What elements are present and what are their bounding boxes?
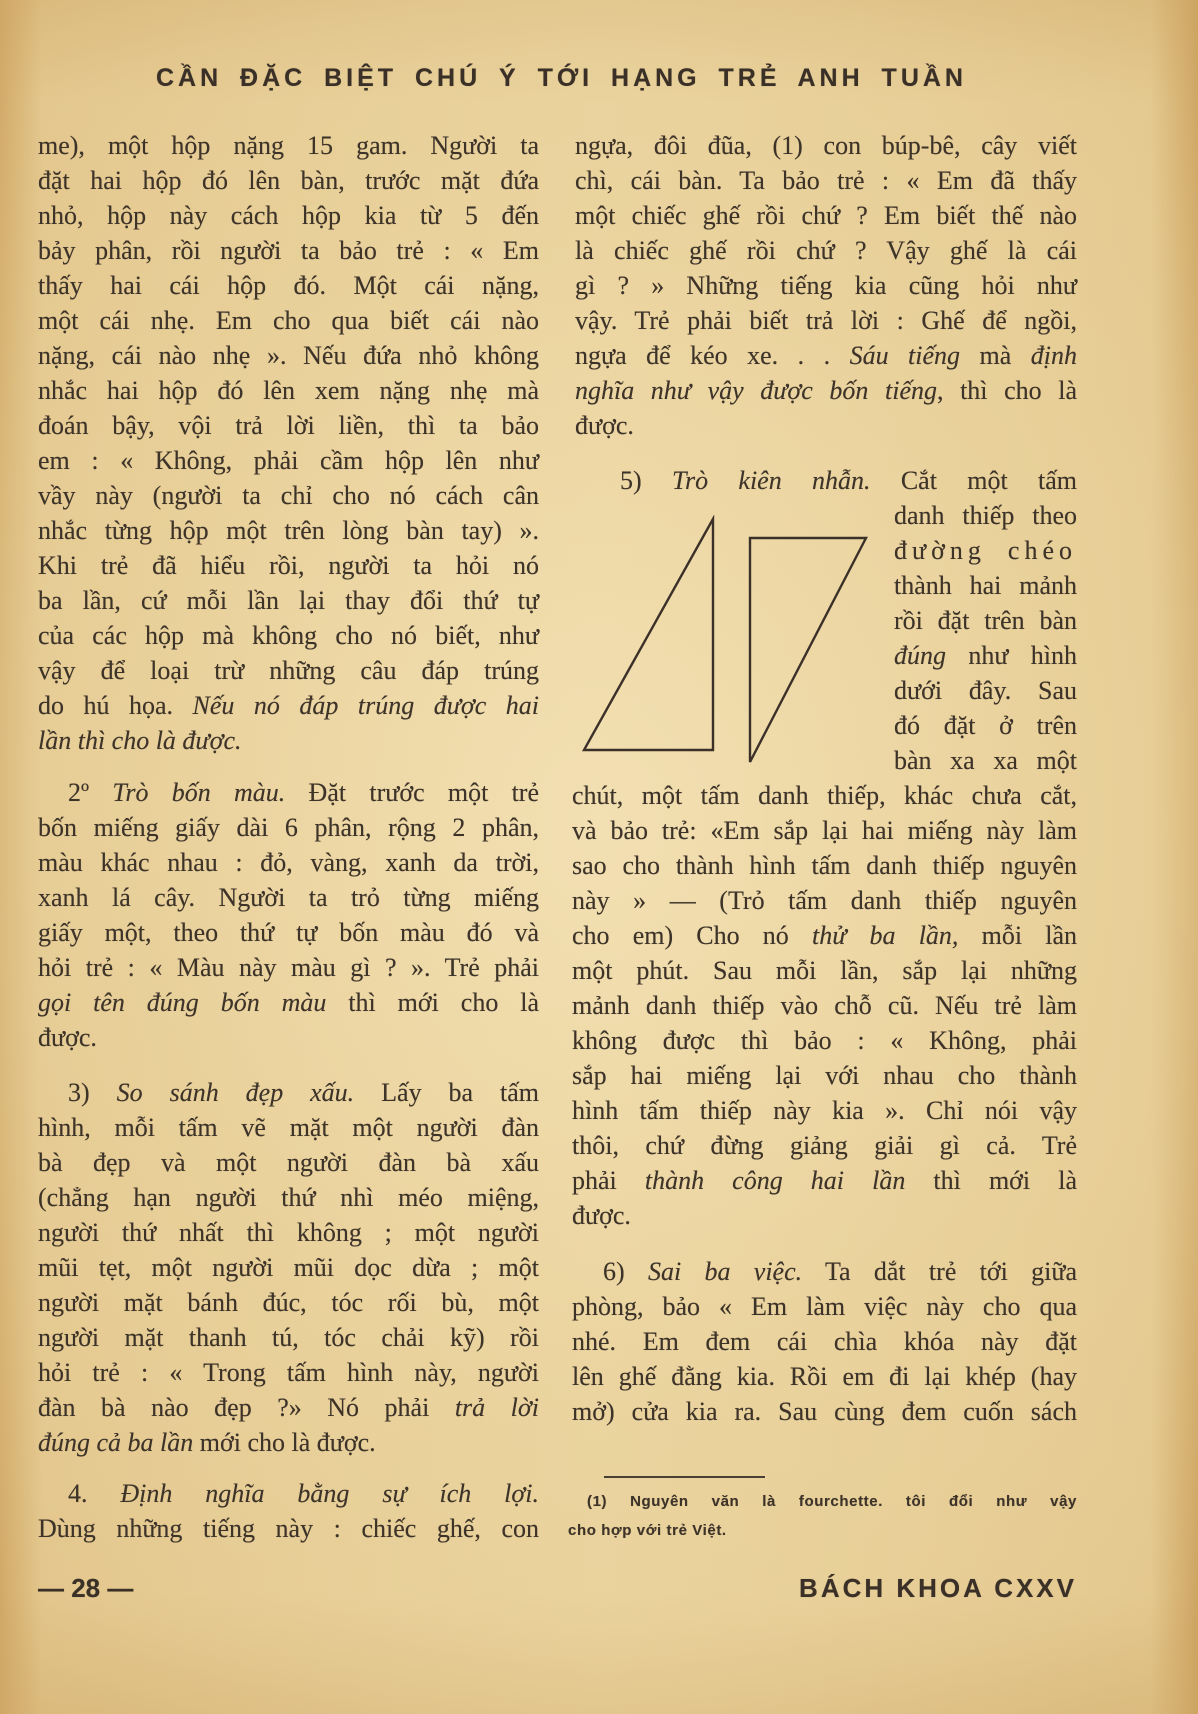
text-run: hình tấm thiếp này kia ». Chỉ nói vậy	[572, 1096, 1077, 1125]
italic-text-run: So sánh đẹp xấu.	[116, 1078, 355, 1107]
text-run: mở) cửa kia ra. Sau cùng đem cuốn sách	[572, 1397, 1077, 1426]
text-run: hình, mỗi tấm vẽ mặt một người đàn	[38, 1113, 539, 1142]
text-line	[572, 1359, 1077, 1394]
text-run: được.	[575, 411, 634, 440]
text-run: cho em) Cho nó	[572, 921, 812, 950]
text-line	[38, 810, 539, 845]
text-run: là chiếc ghế rồi chứ ? Vậy ghế là cái	[575, 236, 1077, 265]
text-line	[572, 1058, 1077, 1093]
text-run: cho hợp với trẻ Việt.	[568, 1522, 727, 1539]
text-line	[38, 1425, 539, 1460]
text-line	[38, 915, 539, 950]
text-run: sắp hai miếng lại với nhau cho thành	[572, 1061, 1077, 1090]
text-run: 3)	[68, 1078, 117, 1107]
text-line	[38, 618, 539, 653]
text-run: mới cho là được.	[193, 1428, 376, 1457]
text-run: Ta dắt trẻ tới giữa	[802, 1257, 1077, 1286]
text-run: mảnh danh thiếp vào chỗ cũ. Nếu trẻ làm	[572, 991, 1077, 1020]
text-line	[572, 778, 1077, 813]
italic-text-run: gọi tên đúng bốn màu	[38, 988, 327, 1017]
text-run: bà đẹp và một người đàn bà xấu	[38, 1148, 539, 1177]
text-run: 5)	[620, 466, 672, 495]
left-column-paragraph-definition	[38, 1476, 539, 1546]
text-line	[575, 408, 1077, 443]
text-line	[38, 443, 539, 478]
text-line	[38, 338, 539, 373]
text-line	[38, 653, 539, 688]
left-column-paragraph-beauty-comparison	[38, 1075, 539, 1460]
footnote	[568, 1487, 1077, 1545]
text-line	[572, 1128, 1077, 1163]
text-run: 6)	[603, 1257, 648, 1286]
text-line	[572, 1254, 1077, 1289]
text-run: nhắc hai hộp đó lên xem nặng nhẹ mà	[38, 376, 539, 405]
text-line	[572, 1093, 1077, 1128]
text-run: như hình	[946, 641, 1077, 670]
text-line	[38, 198, 539, 233]
text-run: Lấy ba tấm	[354, 1078, 539, 1107]
italic-text-run: thành công hai lần	[644, 1166, 906, 1195]
text-run: nhắc từng hộp một trên lòng bàn tay) ».	[38, 516, 539, 545]
triangle-left	[584, 519, 713, 750]
text-line	[572, 988, 1077, 1023]
text-line	[38, 1250, 539, 1285]
text-line	[38, 548, 539, 583]
left-column-paragraph-weight-test	[38, 128, 539, 758]
text-line	[572, 953, 1077, 988]
text-run: màu khác nhau : đỏ, vàng, xanh da trời,	[38, 848, 539, 877]
text-line	[38, 268, 539, 303]
italic-text-run: trả lời	[454, 1393, 539, 1422]
torn-card-figure	[576, 505, 876, 770]
text-line	[38, 163, 539, 198]
text-run: ba lần, cứ mỗi lần lại thay đổi thứ tự	[38, 586, 539, 615]
text-run: nặng, cái nào nhẹ ». Nếu đứa nhỏ không	[38, 341, 539, 370]
text-run: thấy hai cái hộp đó. Một cái nặng,	[38, 271, 539, 300]
text-run: Dùng những tiếng này : chiếc ghế, con	[38, 1514, 539, 1543]
text-line	[894, 603, 1077, 638]
text-line	[38, 723, 539, 758]
text-run: thì mới là	[905, 1166, 1077, 1195]
text-run: ngựa, đôi đũa, (1) con búp-bê, cây viết	[575, 131, 1077, 160]
text-line	[38, 950, 539, 985]
text-line	[575, 198, 1077, 233]
text-line	[894, 708, 1077, 743]
text-line	[572, 1163, 1077, 1198]
text-run: thôi, chứ đừng giảng giải gì cả. Trẻ	[572, 1131, 1077, 1160]
text-line	[38, 1476, 539, 1511]
text-line	[572, 1289, 1077, 1324]
right-column-paragraph-definition-cont	[575, 128, 1077, 443]
text-line	[572, 1198, 1077, 1233]
text-line	[38, 1145, 539, 1180]
text-run: được.	[572, 1201, 631, 1230]
text-line	[894, 568, 1077, 603]
text-run: vậy để loại trừ những câu đáp trúng	[38, 656, 539, 685]
text-run: nhé. Em đem cái chìa khóa này đặt	[572, 1327, 1077, 1356]
text-run: thì mới cho là	[326, 988, 539, 1017]
text-line	[575, 373, 1077, 408]
text-run: chì, cái bàn. Ta bảo trẻ : « Em đã thấy	[575, 166, 1077, 195]
text-line	[38, 478, 539, 513]
italic-text-run: Nếu nó đáp trúng được hai	[192, 691, 540, 720]
italic-text-run: lần thì cho là được.	[38, 726, 242, 755]
text-line	[38, 688, 539, 723]
text-run: một chiếc ghế rồi chứ ? Em biết thế nào	[575, 201, 1077, 230]
footnote-divider	[604, 1476, 765, 1478]
text-line	[38, 233, 539, 268]
text-run: gì ? » Những tiếng kia cũng hỏi như	[575, 271, 1077, 300]
text-line	[38, 1180, 539, 1215]
right-column-paragraph-three-tasks	[572, 1254, 1077, 1429]
text-line	[572, 1023, 1077, 1058]
italic-text-run: đúng cả ba lần	[38, 1428, 194, 1457]
text-run: vậy. Trẻ phải biết trả lời : Ghế để ngồi,	[575, 306, 1077, 335]
italic-text-run: đúng	[894, 641, 946, 670]
text-run: này » — (Trỏ tấm danh thiếp nguyên	[572, 886, 1077, 915]
text-line	[572, 848, 1077, 883]
text-run: mỗi lần	[958, 921, 1077, 950]
text-line	[572, 813, 1077, 848]
text-run: 4.	[68, 1479, 121, 1508]
italic-text-run: Sáu tiếng	[849, 341, 961, 370]
text-run: lên ghế đằng kia. Rồi em đi lại khép (hay	[572, 1362, 1077, 1391]
page-number: — 28 —	[38, 1573, 134, 1603]
text-run: rồi đặt trên bàn	[894, 606, 1077, 635]
text-line	[38, 775, 539, 810]
text-line	[38, 1110, 539, 1145]
text-run: phòng, bảo « Em làm việc này cho qua	[572, 1292, 1077, 1321]
text-run: (1) Nguyên văn là fourchette. tôi đổi như vậy	[587, 1493, 1077, 1510]
text-run: không được thì bảo : « Không, phải	[572, 1026, 1077, 1055]
text-run: xanh lá cây. Người ta trỏ từng miếng	[38, 883, 539, 912]
text-run: vầy này (người ta chỉ cho nó cách cân	[38, 481, 539, 510]
text-line	[38, 1215, 539, 1250]
text-line	[38, 128, 539, 163]
text-line	[38, 1320, 539, 1355]
text-line	[38, 845, 539, 880]
text-line	[575, 268, 1077, 303]
text-run: Đặt trước một trẻ	[285, 778, 540, 807]
text-line	[894, 638, 1077, 673]
text-line	[575, 338, 1077, 373]
text-line	[38, 1511, 539, 1546]
text-run: người mặt bánh đúc, tóc rối bù, một	[38, 1288, 539, 1317]
text-run: do hú họa.	[38, 691, 193, 720]
text-run: người mặt thanh tú, tóc chải kỹ) rồi	[38, 1323, 539, 1352]
text-line	[38, 1075, 539, 1110]
text-run: đó đặt ở trên	[894, 711, 1077, 740]
text-run: sao cho thành hình tấm danh thiếp nguyên	[572, 851, 1077, 880]
text-run: dưới đây. Sau	[894, 676, 1077, 705]
text-run: 2º	[68, 778, 113, 807]
text-line	[894, 498, 1077, 533]
text-line	[894, 743, 1077, 778]
text-run: mà	[960, 341, 1031, 370]
text-run: hỏi trẻ : « Màu này màu gì ? ». Trẻ phải	[38, 953, 539, 982]
text-line	[894, 673, 1077, 708]
text-line	[568, 1516, 1077, 1545]
text-run: nhỏ, hộp này cách hộp kia từ 5 đến	[38, 201, 539, 230]
text-run: Cắt một tấm	[870, 466, 1077, 495]
text-line	[38, 408, 539, 443]
text-run: phải	[572, 1166, 645, 1195]
italic-text-run: Sai ba việc.	[647, 1257, 803, 1286]
text-line	[38, 1390, 539, 1425]
text-line	[38, 880, 539, 915]
text-line	[575, 128, 1077, 163]
text-line	[572, 1394, 1077, 1429]
text-line	[38, 583, 539, 618]
text-run: một cái nhẹ. Em cho qua biết cái nào	[38, 306, 539, 335]
text-run: thành hai mảnh	[894, 571, 1077, 600]
magazine-issue: BÁCH KHOA CXXV	[799, 1573, 1077, 1603]
text-line	[38, 303, 539, 338]
text-run: đoán bậy, vội trả lời liền, thì ta bảo	[38, 411, 539, 440]
italic-text-run: nghĩa như vậy được bốn tiếng	[575, 376, 937, 405]
text-line	[572, 883, 1077, 918]
text-run: danh thiếp theo	[894, 501, 1077, 530]
text-line	[38, 985, 539, 1020]
text-run: (chẳng hạn người thứ nhì méo miệng,	[38, 1183, 539, 1212]
text-run: , thì cho là	[936, 376, 1077, 405]
text-line	[38, 1285, 539, 1320]
text-run: giấy một, theo thứ tự bốn màu đó và	[38, 918, 539, 947]
text-run: bảy phân, rồi người ta bảo trẻ : « Em	[38, 236, 539, 265]
italic-text-run: Trò bốn màu.	[112, 778, 286, 807]
text-line	[575, 163, 1077, 198]
text-line	[38, 1355, 539, 1390]
right-column-paragraph-patience-beside-figure	[894, 498, 1077, 778]
text-run: ngựa để kéo xe. . .	[575, 341, 850, 370]
right-column-paragraph-patience-head	[620, 463, 1077, 498]
text-run: me), một hộp nặng 15 gam. Người ta	[38, 131, 539, 160]
text-line	[568, 1487, 1077, 1516]
text-line	[38, 1020, 539, 1055]
text-run: người thứ nhất thì không ; một người	[38, 1218, 539, 1247]
text-run: và bảo trẻ: «Em sắp lại hai miếng này làm	[572, 816, 1077, 845]
right-column-paragraph-patience-body	[572, 778, 1077, 1233]
page-header-title: CẦN ĐẶC BIỆT CHÚ Ý TỚI HẠNG TRẺ ANH TUẦN	[156, 64, 967, 92]
text-run: đặt hai hộp đó lên bàn, trước mặt đứa	[38, 166, 539, 195]
text-line	[38, 373, 539, 408]
text-run: mũi tẹt, một người mũi dọc dừa ; một	[38, 1253, 539, 1282]
text-run: hỏi trẻ : « Trong tấm hình này, người	[38, 1358, 539, 1387]
text-line	[575, 233, 1077, 268]
text-line	[894, 533, 1077, 568]
text-run: em : « Không, phải cầm hộp lên như	[38, 446, 539, 475]
triangle-right	[750, 538, 866, 762]
left-column-paragraph-four-colors	[38, 775, 539, 1055]
text-run: Khi trẻ đã hiểu rồi, người ta hỏi nó	[38, 551, 539, 580]
text-line	[575, 303, 1077, 338]
italic-text-run: thử ba lần,	[811, 921, 959, 950]
text-run: một phút. Sau mỗi lần, sắp lại những	[572, 956, 1077, 985]
text-line	[620, 463, 1077, 498]
text-run: bàn xa xa một	[894, 746, 1077, 775]
italic-text-run: định	[1030, 341, 1077, 370]
text-line	[38, 513, 539, 548]
text-run: của các hộp mà không cho nó biết, như	[38, 621, 539, 650]
text-line	[572, 1324, 1077, 1359]
italic-text-run: Trò kiên nhẫn.	[671, 466, 871, 495]
text-run: chút, một tấm danh thiếp, khác chưa cắt,	[572, 781, 1077, 810]
italic-text-run: Định nghĩa bằng sự ích lợi.	[120, 1479, 540, 1508]
text-run: được.	[38, 1023, 97, 1052]
text-line	[572, 918, 1077, 953]
text-run: đàn bà nào đẹp ?» Nó phải	[38, 1393, 455, 1422]
text-run: đường chéo	[894, 536, 1077, 565]
text-run: bốn miếng giấy dài 6 phân, rộng 2 phân,	[38, 813, 539, 842]
